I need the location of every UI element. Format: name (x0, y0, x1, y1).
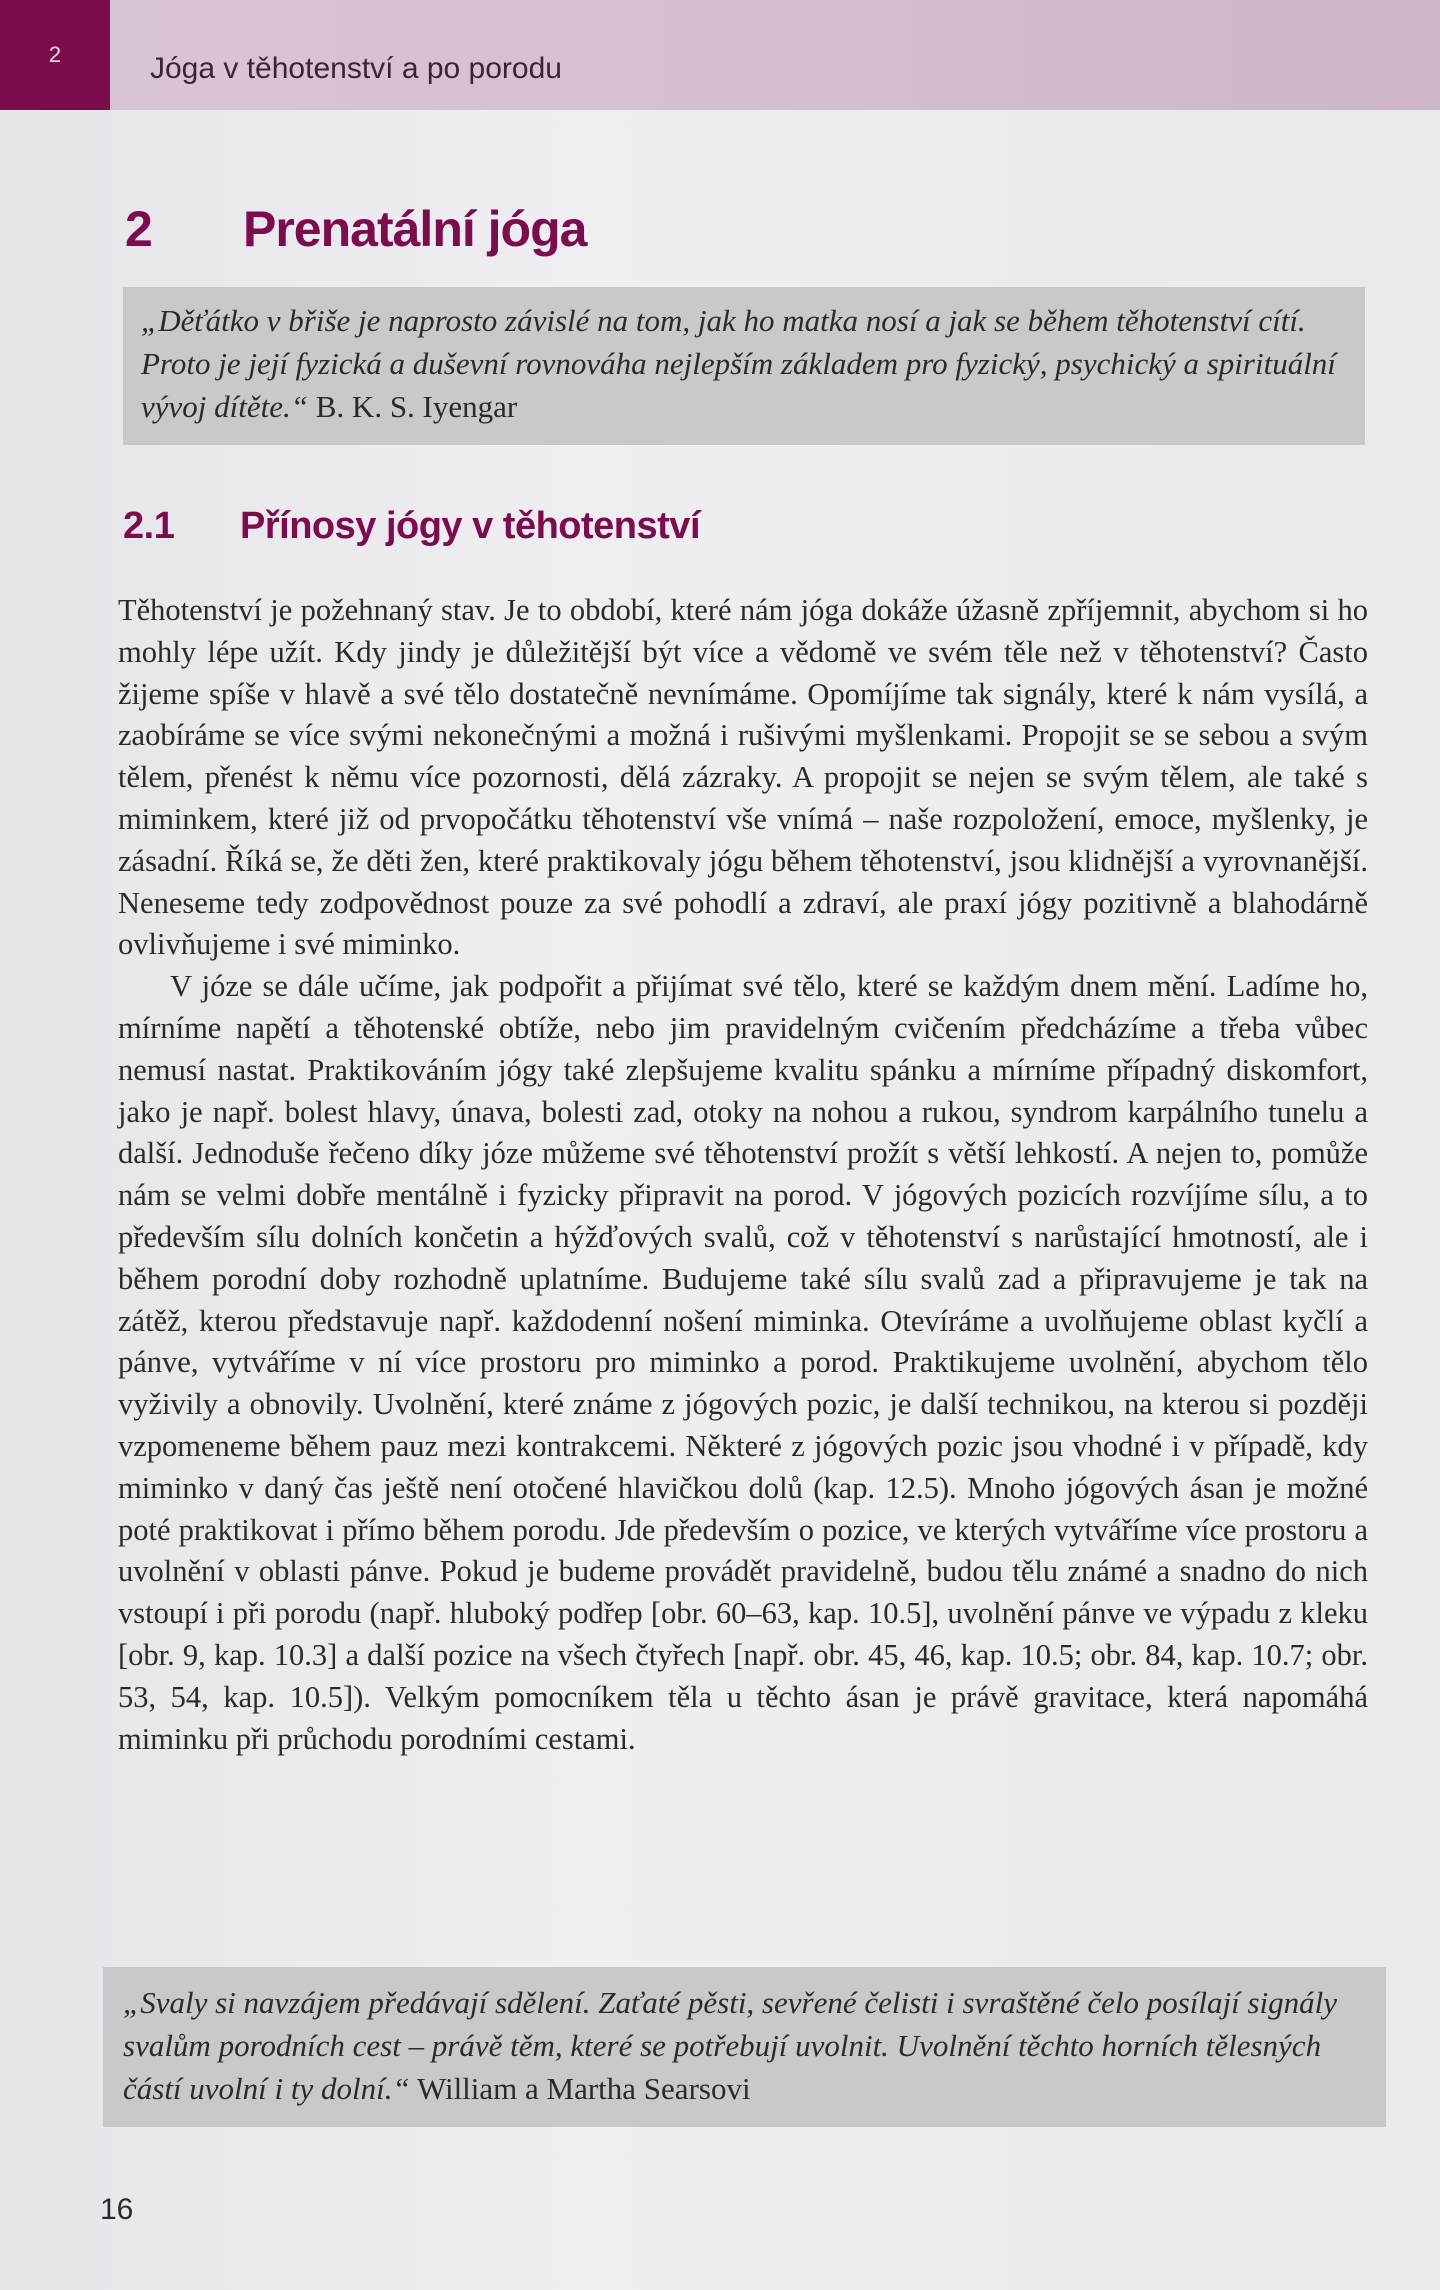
running-header (0, 0, 1440, 110)
chapter-heading-title: Prenatální jóga (243, 201, 587, 257)
chapter-heading (125, 200, 586, 258)
page-number: 16 (100, 2193, 134, 2226)
chapter-number-tab (0, 0, 110, 110)
epigraph-quote-author: B. K. S. Iyengar (308, 389, 518, 424)
closing-quote (103, 1967, 1386, 2127)
epigraph-quote-text: „Děťátko v břiše je naprosto závislé na tom, jak ho matka nosí a jak se během těhotenství cítí. Proto je její fyzická a duševní rovnováha nejlepším základem pro fyzický, psychický a spirituální vývoj dítěte.“ (141, 303, 1336, 424)
chapter-number-label: 2 (48, 42, 62, 67)
section-heading-title: Přínosy jógy v těhotenství (240, 505, 700, 547)
closing-quote-text: „Svaly si navzájem předávají sdělení. Zaťaté pěsti, sevřené čelisti i svraštěné čelo posílají signály svalům porodních cest – právě těm, které se potřebují uvolnit. Uvolnění těchto horních tělesných částí uvolní i ty dolní.“ (123, 1985, 1338, 2106)
chapter-heading-number: 2 (125, 201, 152, 257)
section-heading-number: 2.1 (123, 505, 175, 547)
section-heading (123, 505, 700, 548)
closing-quote-author: William a Martha Searsovi (409, 2071, 751, 2106)
body-paragraph-1: Těhotenství je požehnaný stav. Je to období, které nám jóga dokáže úžasně zpříjemnit, abychom si ho mohly lépe užít. Kdy jindy je důležitější být více a vědomě ve svém těle než v těhotenství? Často žijeme spíše v hlavě a své tělo dostatečně nevnímáme. Opomíjíme tak signály, které k nám vysílá, a zaobíráme se více svými nekonečnými a možná i rušivými myšlenkami. Propojit se se sebou a svým tělem, přenést k němu více pozornosti, dělá zázraky. A propojit se nejen se svým tělem, ale také s miminkem, které již od prvopočátku těhotenství vše vnímá – naše rozpoložení, emoce, myšlenky, je zásadní. Říká se, že děti žen, které praktikovaly jógu během těhotenství, jsou klidnější a vyrovnanější. Neneseme tedy zodpovědnost pouze za své pohodlí a zdraví, ale praxí jógy pozitivně a blahodárně ovlivňujeme i své miminko. (118, 593, 1368, 962)
body-paragraph-2: V józe se dále učíme, jak podpořit a přijímat své tělo, které se každým dnem mění. Ladíme ho, mírníme napětí a těhotenské obtíže, nebo jim pravidelným cvičením předcházíme a třeba vůbec nemusí nastat. Praktikováním jógy také zlepšujeme kvalitu spánku a mírníme případný diskomfort, jako je např. bolest hlavy, únava, bolesti zad, otoky na nohou a rukou, syndrom karpálního tunelu a další. Jednoduše řečeno díky józe můžeme své těhotenství prožít s větší lehkostí. A nejen to, pomůže nám se velmi dobře mentálně i fyzicky připravit na porod. V jógových pozicích rozvíjíme sílu, a to především sílu dolních končetin a hýžďových svalů, což v těhotenství s narůstající hmotností, ale i během porodní doby rozhodně uplatníme. Budujeme také sílu svalů zad a připravujeme je tak na zátěž, kterou představuje např. každodenní nošení miminka. Otevíráme a uvolňujeme oblast kyčlí a pánve, vytváříme v ní více prostoru pro miminko a porod. Praktikujeme uvolnění, abychom tělo vyživily a obnovily. Uvolnění, které známe z jógových pozic, je další technikou, na kterou si později vzpomeneme během pauz mezi kontrakcemi. Některé z jógových pozic jsou vhodné i v případě, kdy miminko v daný čas ještě není otočené hlavičkou dolů (kap. 12.5). Mnoho jógových ásan je možné poté praktikovat i přímo během porodu. Jde především o pozice, ve kterých vytváříme více prostoru a uvolnění v oblasti pánve. Pokud je budeme provádět pravidelně, budou tělu známé a snadno do nich vstoupí i při porodu (např. hluboký podřep [obr. 60–63, kap. 10.5], uvolnění pánve ve výpadu z kleku [obr. 9, kap. 10.3] a další pozice na všech čtyřech [např. obr. 45, 46, kap. 10.5; obr. 84, kap. 10.7; obr. 53, 54, kap. 10.5]). Velkým pomocníkem těla u těchto ásan je právě gravitace, která napomáhá miminku při průchodu porodními cestami. (118, 969, 1368, 1756)
body-text (118, 590, 1368, 1760)
running-title: Jóga v těhotenství a po porodu (150, 52, 562, 85)
epigraph-quote (123, 287, 1365, 445)
